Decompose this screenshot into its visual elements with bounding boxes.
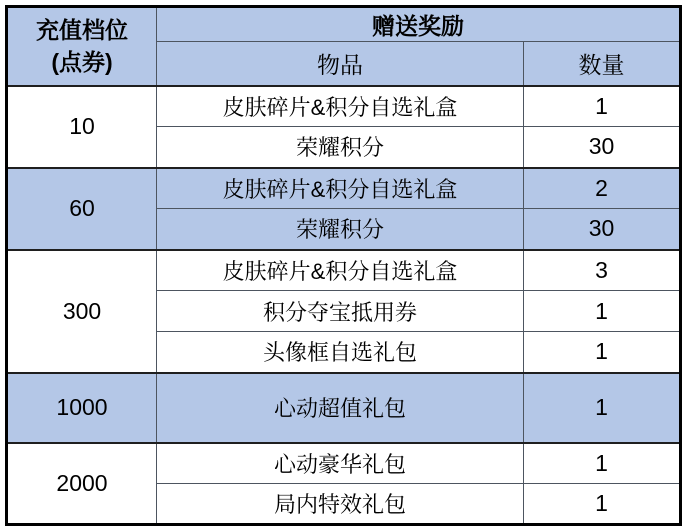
quantity-cell: 2 <box>524 168 681 209</box>
tier-cell: 60 <box>7 168 157 250</box>
item-cell: 局内特效礼包 <box>157 484 524 525</box>
table-body <box>7 86 681 525</box>
table-row <box>7 168 681 209</box>
quantity-cell: 3 <box>524 250 681 291</box>
table-row <box>7 443 681 484</box>
quantity-cell: 1 <box>524 373 681 443</box>
tier-header-line2: (点券) <box>51 49 113 76</box>
item-cell: 头像框自选礼包 <box>157 332 524 373</box>
table-row <box>7 86 681 127</box>
quantity-cell: 1 <box>524 443 681 484</box>
item-cell: 荣耀积分 <box>157 127 524 168</box>
quantity-cell: 1 <box>524 332 681 373</box>
item-cell: 皮肤碎片&积分自选礼盒 <box>157 250 524 291</box>
table-header <box>7 7 681 86</box>
tier-cell: 2000 <box>7 443 157 525</box>
quantity-cell: 1 <box>524 291 681 332</box>
quantity-column-header: 数量 <box>524 42 681 86</box>
item-column-header: 物品 <box>157 42 524 86</box>
tier-cell: 300 <box>7 250 157 373</box>
quantity-cell: 1 <box>524 86 681 127</box>
tier-cell: 1000 <box>7 373 157 443</box>
item-cell: 皮肤碎片&积分自选礼盒 <box>157 86 524 127</box>
quantity-cell: 1 <box>524 484 681 525</box>
rewards-column-header: 赠送奖励 <box>157 7 681 42</box>
recharge-rewards-table <box>5 5 682 526</box>
quantity-cell: 30 <box>524 127 681 168</box>
header-row-top <box>7 7 681 42</box>
item-cell: 积分夺宝抵用券 <box>157 291 524 332</box>
item-cell: 心动豪华礼包 <box>157 443 524 484</box>
tier-header-line1: 充值档位 <box>36 17 128 44</box>
tier-cell: 10 <box>7 86 157 168</box>
item-cell: 心动超值礼包 <box>157 373 524 443</box>
item-cell: 皮肤碎片&积分自选礼盒 <box>157 168 524 209</box>
item-cell: 荣耀积分 <box>157 209 524 250</box>
table-row <box>7 250 681 291</box>
tier-column-header <box>7 7 157 86</box>
table-row <box>7 373 681 443</box>
quantity-cell: 30 <box>524 209 681 250</box>
